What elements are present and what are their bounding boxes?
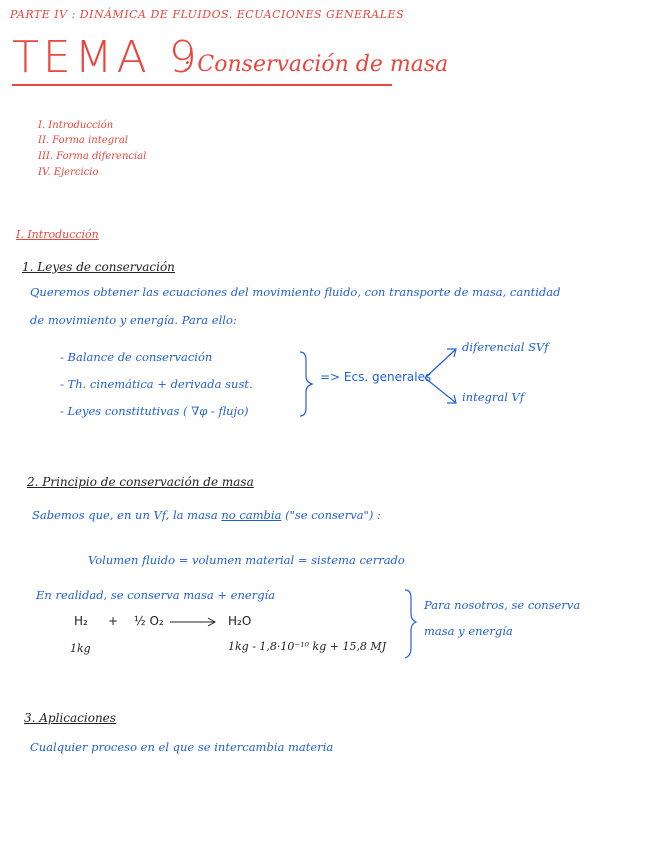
bullets-brace (300, 352, 312, 416)
paragraph-line: de movimiento y energía. Para ello: (30, 313, 237, 327)
bullet-item: - Leyes constitutivas ( ∇φ - flujo) (60, 404, 249, 418)
tema-title: TEMA 9 (12, 32, 201, 83)
underlined-text: no cambia (221, 508, 282, 522)
bullet-item: - Th. cinemática + derivada sust. (60, 377, 253, 391)
branch-arrow-down (425, 378, 455, 402)
mass-left: 1kg (70, 642, 91, 655)
paragraph-line: Cualquier proceso en el que se intercambia materia (30, 740, 334, 754)
subsection-heading: 1. Leyes de conservación (22, 260, 175, 274)
section-heading: I. Introducción (16, 228, 99, 241)
toc-item: II. Forma integral (38, 135, 128, 146)
paragraph-line: En realidad, se conserva masa + energía (36, 588, 276, 602)
product-h2o: H₂O (228, 614, 252, 628)
bullet-item: - Balance de conservación (60, 350, 213, 364)
text-fragment: ("se conserva") : (285, 508, 381, 522)
branch-arrow-up (425, 350, 455, 378)
subsection-heading: 3. Aplicaciones (24, 711, 116, 725)
ecs-generales-label: => Ecs. generales (320, 370, 432, 384)
toc-item: III. Forma diferencial (38, 151, 147, 162)
mass-right: 1kg - 1,8·10⁻¹⁰ kg + 15,8 MJ (228, 640, 387, 653)
reactant-h2: H₂ (74, 614, 88, 628)
part-header: PARTE IV : DINÁMICA DE FLUIDOS. ECUACIONES GENERALES (10, 8, 405, 21)
tema-subtitle: : Conservación de masa (183, 52, 449, 77)
note-line: Para nosotros, se conserva (424, 598, 581, 612)
reactant-o2: ½ O₂ (134, 614, 164, 628)
toc-item: IV. Ejercicio (38, 167, 99, 178)
text-fragment: Sabemos que, en un Vf, la masa (32, 508, 218, 522)
equation-line: Volumen fluido = volumen material = sistema cerrado (88, 553, 405, 567)
branch-integral: integral Vf (462, 390, 525, 404)
branch-diferencial: diferencial SVf (462, 340, 549, 354)
subsection-heading: 2. Principio de conservación de masa (27, 475, 254, 489)
note-line: masa y energía (424, 624, 513, 638)
reality-brace (405, 590, 416, 658)
reaction-plus: + (108, 614, 119, 628)
toc-item: I. Introducción (38, 120, 114, 131)
paragraph-line: Queremos obtener las ecuaciones del movimiento fluido, con transporte de masa, cantidad (30, 285, 561, 299)
